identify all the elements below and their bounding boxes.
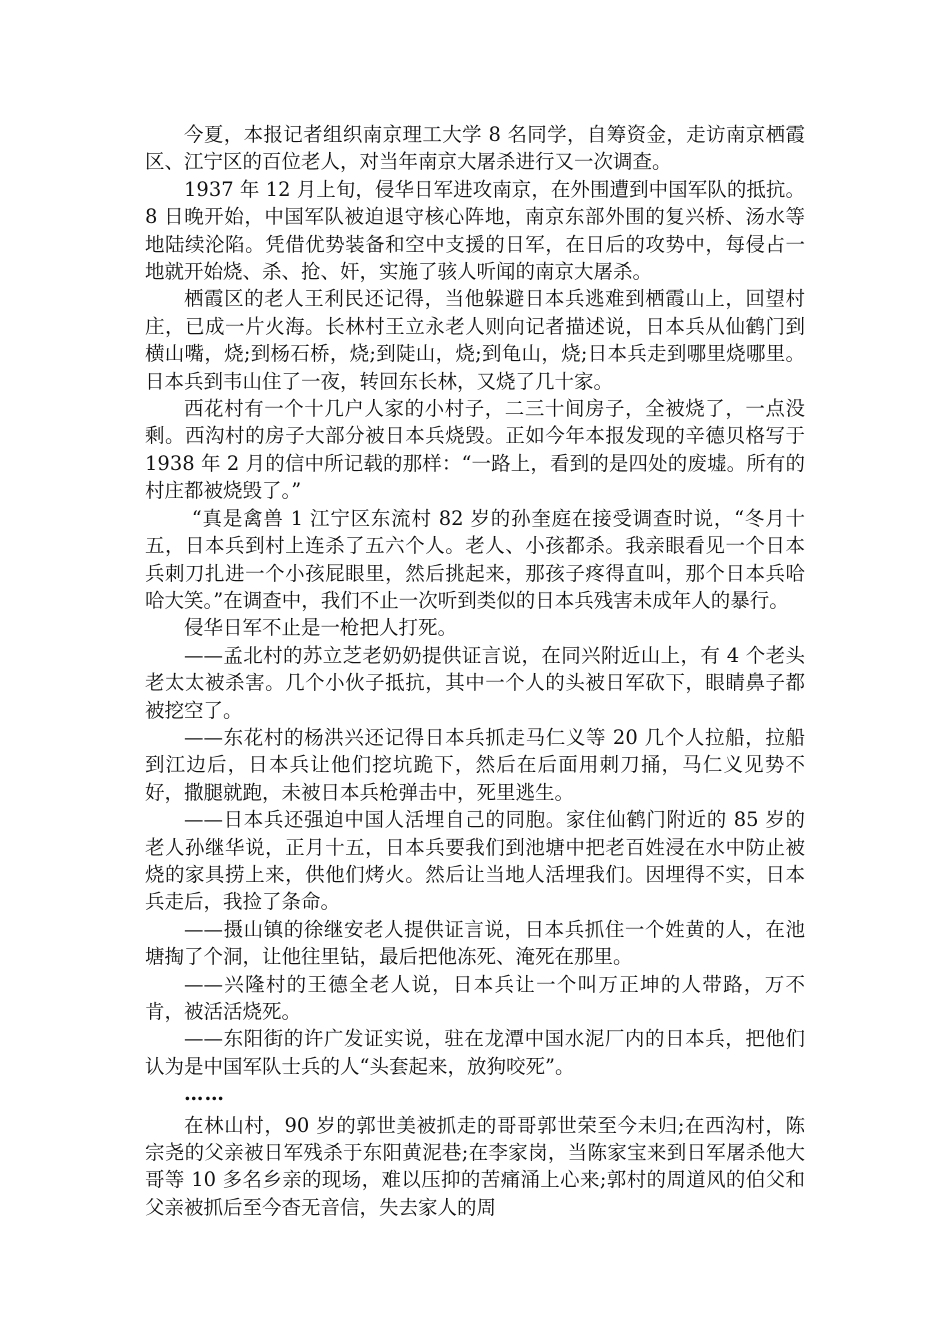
paragraph: 在林山村，90 岁的郭世美被抓走的哥哥郭世荣至今未归;在西沟村，陈宗尧的父亲被日军残杀于东阳黄泥巷;在李家岗，当陈家宝来到日军屠杀他大哥等 10 多名乡亲的现场，难以压抑的苦痛涌上心来;郭村的周道风的伯父和父亲被抓后至今杳无音信，失去家人的周: [145, 1113, 805, 1219]
paragraph: ——东阳街的许广发证实说，驻在龙潭中国水泥厂内的日本兵，把他们认为是中国军队士兵的人“头套起来，放狗咬死”。: [145, 1027, 805, 1078]
paragraph: 1937 年 12 月上旬，侵华日军进攻南京，在外围遭到中国军队的抵抗。8 日晚开始，中国军队被迫退守核心阵地，南京东部外围的复兴桥、汤水等地陆续沦陷。凭借优势装备和空中支援的日军，在日后的攻势中，每侵占一地就开始烧、杀、抢、奸，实施了骇人听闻的南京大屠杀。: [145, 177, 805, 284]
paragraph: ——兴隆村的王德全老人说，日本兵让一个叫万正坤的人带路，万不肯，被活活烧死。: [145, 972, 805, 1023]
paragraph: ——孟北村的苏立芝老奶奶提供证言说，在同兴附近山上，有 4 个老头老太太被杀害。几个小伙子抵抗，其中一个人的头被日军砍下，眼睛鼻子都被挖空了。: [145, 643, 805, 722]
paragraph: 西花村有一个十几户人家的小村子，二三十间房子，全被烧了，一点没剩。西沟村的房子大部分被日本兵烧毁。正如今年本报发现的辛德贝格写于 1938 年 2 月的信中所记载的那样：“一路上，看到的是四处的废墟。所有的村庄都被烧毁了。”: [145, 397, 805, 503]
paragraph: 今夏，本报记者组织南京理工大学 8 名同学，自筹资金，走访南京栖霞区、江宁区的百位老人，对当年南京大屠杀进行又一次调查。: [145, 123, 805, 174]
paragraph: 侵华日军不止是一枪把人打死。: [184, 616, 458, 640]
ellipsis-separator: ……: [184, 1082, 225, 1106]
paragraph: “真是禽兽 1 江宁区东流村 82 岁的孙奎庭在接受调查时说，“冬月十五，日本兵到村上连杀了五六个人。老人、小孩都杀。我亲眼看见一个日本兵刺刀扎进一个小孩屁眼里，然后挑起来，那孩子疼得直叫，那个日本兵哈哈大笑。”在调查中，我们不止一次听到类似的日本兵残害未成年人的暴行。: [145, 506, 805, 612]
paragraph: 栖霞区的老人王利民还记得，当他躲避日本兵逃难到栖霞山上，回望村庄，已成一片火海。长林村王立永老人则向记者描述说，日本兵从仙鹤门到横山嘴，烧;到杨石桥，烧;到陡山，烧;到龟山，烧;日本兵走到哪里烧哪里。日本兵到韦山住了一夜，转回东长林，又烧了几十家。: [145, 287, 805, 393]
paragraph: ——摄山镇的徐继安老人提供证言说，日本兵抓住一个姓黄的人，在池塘掏了个洞，让他往里钻，最后把他冻死、淹死在那里。: [145, 917, 805, 969]
paragraph: ——日本兵还强迫中国人活埋自己的同胞。家住仙鹤门附近的 85 岁的老人孙继华说，正月十五，日本兵要我们到池塘中把老百姓浸在水中防止被烧的家具捞上来，供他们烤火。然后让当地人活埋我们。因埋得不实，日本兵走后，我捡了条命。: [145, 808, 805, 914]
paragraph: ——东花村的杨洪兴还记得日本兵抓走马仁义等 20 几个人拉船，拉船到江边后，日本兵让他们挖坑跪下，然后在后面用刺刀捅，马仁义见势不好，撒腿就跑，未被日本兵枪弹击中，死里逃生。: [145, 725, 805, 804]
document-body: [145, 121, 805, 1221]
